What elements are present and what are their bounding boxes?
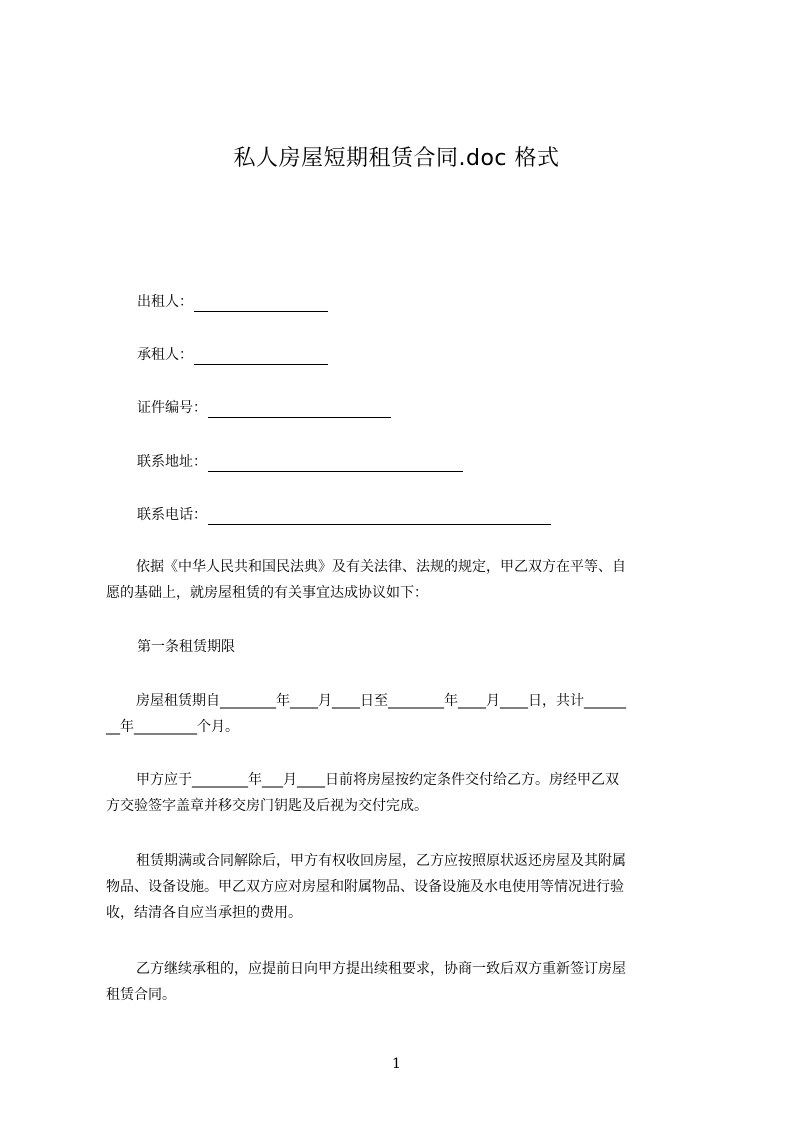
page-number: 1 (392, 1056, 401, 1072)
lessee-field (137, 345, 328, 365)
lease-term-line-1: 房屋租赁期自________年____月____日至________年____月____日，共计______ (136, 693, 626, 709)
lessor-field (137, 292, 328, 312)
id-number-label: 证件编号： (137, 400, 207, 416)
address-field (137, 452, 463, 472)
delivery-line-2: 方交验签字盖章并移交房门钥匙及后视为交付完成。 (106, 798, 428, 814)
phone-label: 联系电话： (137, 507, 207, 523)
renewal-line-2: 租赁合同。 (106, 987, 176, 1003)
termination-line-1: 租赁期满或合同解除后，甲方有权收回房屋，乙方应按照原状返还房屋及其附属 (136, 853, 626, 869)
document-title: 私人房屋短期租赁合同.doc 格式 (233, 146, 560, 171)
termination-paragraph (106, 848, 702, 926)
phone-field (137, 505, 551, 525)
lessee-label: 承租人： (137, 347, 193, 363)
address-label: 联系地址： (137, 454, 207, 470)
lessor-label: 出租人： (137, 294, 193, 310)
lessor-blank[interactable] (194, 297, 328, 312)
lease-term-line-2: __年_________个月。 (106, 719, 239, 735)
delivery-paragraph (106, 767, 702, 819)
lessee-blank[interactable] (194, 350, 328, 365)
intro-line-2: 愿的基础上，就房屋租赁的有关事宜达成协议如下： (106, 585, 428, 601)
termination-line-2: 物品、设备设施。甲乙双方应对房屋和附属物品、设备设施及水电使用等情况进行验 (106, 879, 624, 895)
renewal-line-1: 乙方继续承租的，应提前日向甲方提出续租要求，协商一致后双方重新签订房屋 (136, 961, 626, 977)
termination-line-3: 收，结清各自应当承担的费用。 (106, 905, 302, 921)
address-blank[interactable] (208, 457, 463, 472)
renewal-paragraph (106, 956, 702, 1008)
lease-term-paragraph (106, 688, 702, 740)
id-number-blank[interactable] (208, 403, 391, 418)
article1-heading: 第一条租赁期限 (137, 639, 235, 655)
intro-line-1: 依据《中华人民共和国民法典》及有关法律、法规的规定，甲乙双方在平等、自 (136, 559, 626, 575)
intro-paragraph (106, 554, 702, 606)
phone-blank[interactable] (208, 510, 551, 525)
delivery-line-1: 甲方应于________年___月____日前将房屋按约定条件交付给乙方。房经甲乙双 (136, 772, 619, 788)
id-number-field (137, 398, 391, 418)
